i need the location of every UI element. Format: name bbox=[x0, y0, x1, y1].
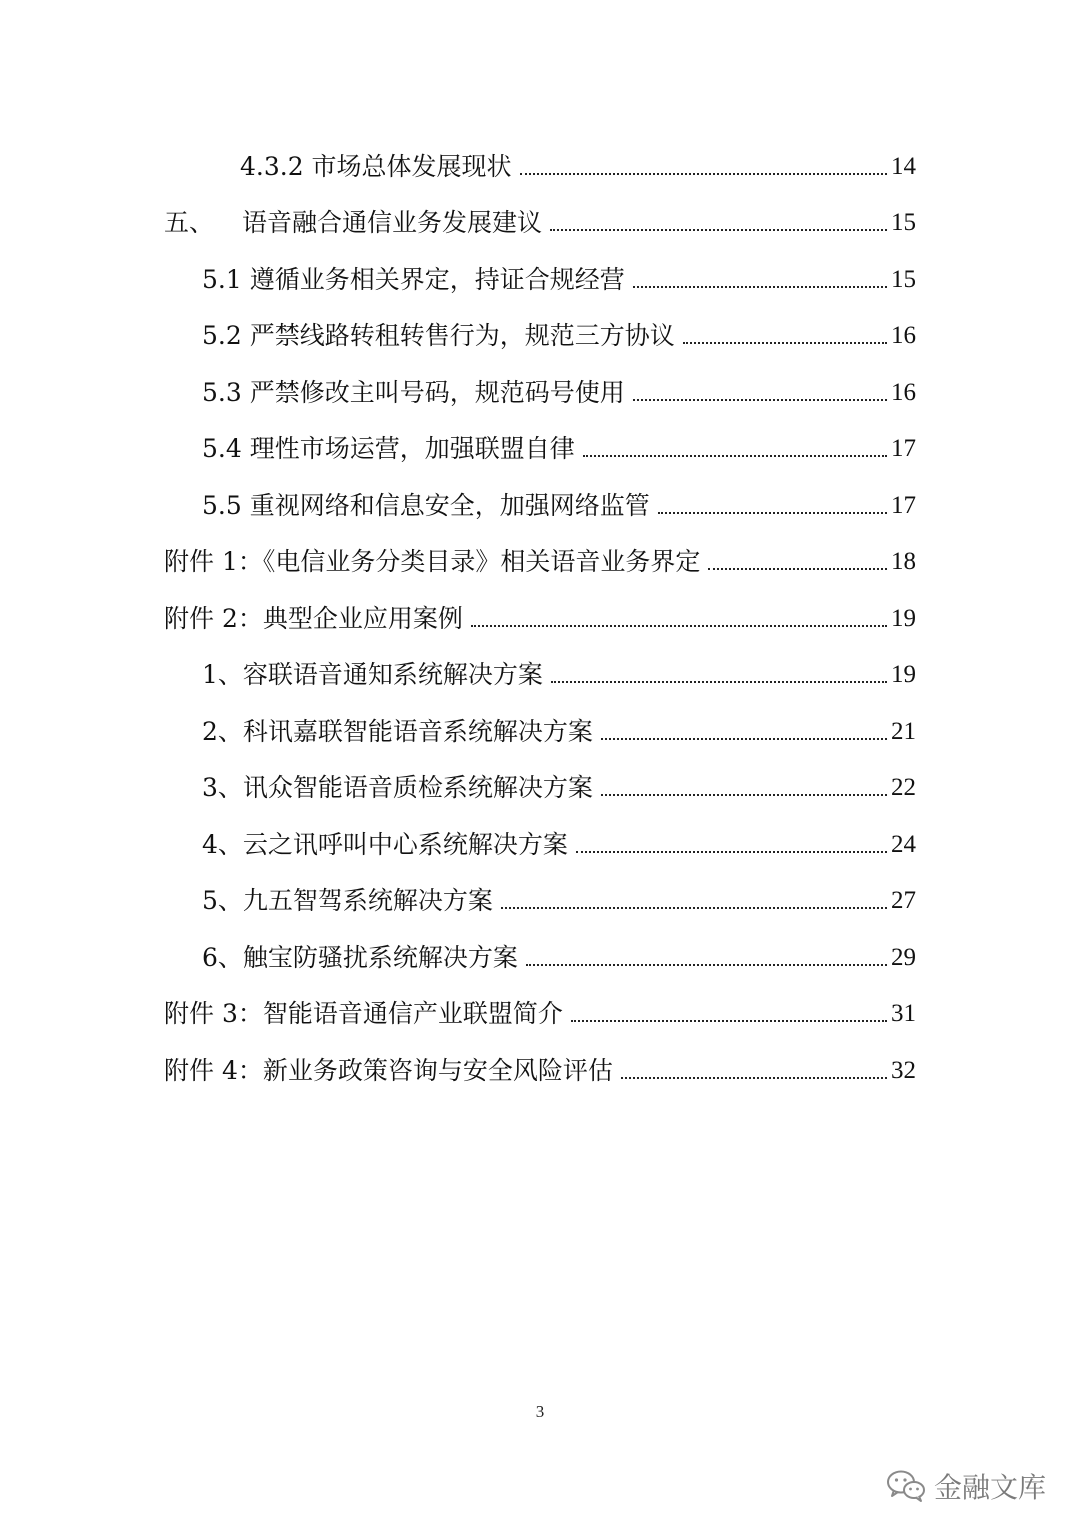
toc-leader bbox=[571, 1020, 887, 1022]
toc-entry-label: 4.3.2 市场总体发展现状 bbox=[240, 152, 512, 181]
toc-entry-page: 32 bbox=[891, 1057, 916, 1084]
toc-entry-page: 31 bbox=[891, 1000, 916, 1027]
toc-entry-label: 附件 3：智能语音通信产业联盟简介 bbox=[164, 999, 563, 1028]
toc-entry-page: 19 bbox=[891, 605, 916, 632]
toc-leader bbox=[550, 229, 887, 231]
toc-entry bbox=[202, 650, 916, 690]
toc-entry bbox=[164, 594, 916, 634]
toc-leader bbox=[576, 851, 887, 853]
toc-entry-page: 15 bbox=[891, 266, 916, 293]
toc-leader bbox=[601, 738, 887, 740]
toc-leader bbox=[551, 681, 887, 683]
toc-entry-label: 附件 4：新业务政策咨询与安全风险评估 bbox=[164, 1056, 613, 1085]
toc-entry-label: 5.5 重视网络和信息安全，加强网络监管 bbox=[202, 491, 650, 520]
toc-entry-page: 24 bbox=[891, 831, 916, 858]
toc-entry-page: 17 bbox=[891, 435, 916, 462]
toc-entry-label: 附件 2：典型企业应用案例 bbox=[164, 604, 463, 633]
toc-leader bbox=[633, 286, 887, 288]
toc-entry bbox=[164, 989, 916, 1029]
toc-entry-page: 21 bbox=[891, 718, 916, 745]
toc-entry-label: 5、九五智驾系统解决方案 bbox=[202, 886, 493, 915]
toc-entry-label: 2、科讯嘉联智能语音系统解决方案 bbox=[202, 717, 593, 746]
toc-entry bbox=[202, 933, 916, 973]
toc-entry bbox=[202, 820, 916, 860]
toc-entry bbox=[202, 876, 916, 916]
toc-leader bbox=[633, 399, 887, 401]
toc-entry-label: 5.3 严禁修改主叫号码，规范码号使用 bbox=[202, 378, 625, 407]
toc-entry-page: 14 bbox=[891, 153, 916, 180]
toc-entry bbox=[240, 142, 916, 182]
toc-entry-label: 5.2 严禁线路转租转售行为，规范三方协议 bbox=[202, 321, 675, 350]
toc-entry bbox=[202, 368, 916, 408]
toc-entry bbox=[202, 481, 916, 521]
toc-leader bbox=[601, 794, 887, 796]
toc-entry-page: 29 bbox=[891, 944, 916, 971]
toc-leader bbox=[621, 1077, 887, 1079]
toc-entry-label: 6、触宝防骚扰系统解决方案 bbox=[202, 943, 518, 972]
toc-leader bbox=[583, 455, 887, 457]
toc-leader bbox=[658, 512, 887, 514]
toc-entry bbox=[164, 537, 916, 577]
toc-entry-label: 附件 1：《电信业务分类目录》相关语音业务界定 bbox=[164, 547, 701, 576]
toc-leader bbox=[708, 568, 887, 570]
toc-entry-prefix: 五、 bbox=[164, 208, 215, 237]
toc-entry-page: 19 bbox=[891, 661, 916, 688]
toc-leader bbox=[526, 964, 887, 966]
toc-entry bbox=[202, 763, 916, 803]
page-number: 3 bbox=[535, 1402, 545, 1421]
toc-entry-page: 16 bbox=[891, 379, 916, 406]
toc-entry-label: 5.4 理性市场运营，加强联盟自律 bbox=[202, 434, 575, 463]
watermark bbox=[886, 1466, 1046, 1506]
toc-leader bbox=[683, 342, 887, 344]
toc-entry bbox=[202, 707, 916, 747]
toc-entry-label: 4、云之讯呼叫中心系统解决方案 bbox=[202, 830, 568, 859]
toc-entry-label: 3、讯众智能语音质检系统解决方案 bbox=[202, 773, 593, 802]
toc-entry-label: 5.1 遵循业务相关界定，持证合规经营 bbox=[202, 265, 625, 294]
toc-entry bbox=[202, 255, 916, 295]
toc-entry-page: 16 bbox=[891, 322, 916, 349]
toc-entry bbox=[164, 1046, 916, 1086]
toc-leader bbox=[501, 907, 887, 909]
toc-entry-page: 27 bbox=[891, 887, 916, 914]
toc-entry bbox=[202, 311, 916, 351]
toc-leader bbox=[520, 173, 887, 175]
toc-entry-page: 17 bbox=[891, 492, 916, 519]
watermark-text: 金融文库 bbox=[933, 1471, 1046, 1504]
toc-entry-label: 1、容联语音通知系统解决方案 bbox=[202, 660, 543, 689]
toc-entry-page: 15 bbox=[891, 209, 916, 236]
toc-entry-label: 语音融合通信业务发展建议 bbox=[242, 208, 543, 237]
toc-entry-page: 22 bbox=[891, 774, 916, 801]
toc-entry bbox=[202, 424, 916, 464]
wechat-icon bbox=[886, 1469, 926, 1503]
toc-entry-page: 18 bbox=[891, 548, 916, 575]
toc-entry bbox=[164, 198, 916, 238]
toc-leader bbox=[471, 625, 887, 627]
